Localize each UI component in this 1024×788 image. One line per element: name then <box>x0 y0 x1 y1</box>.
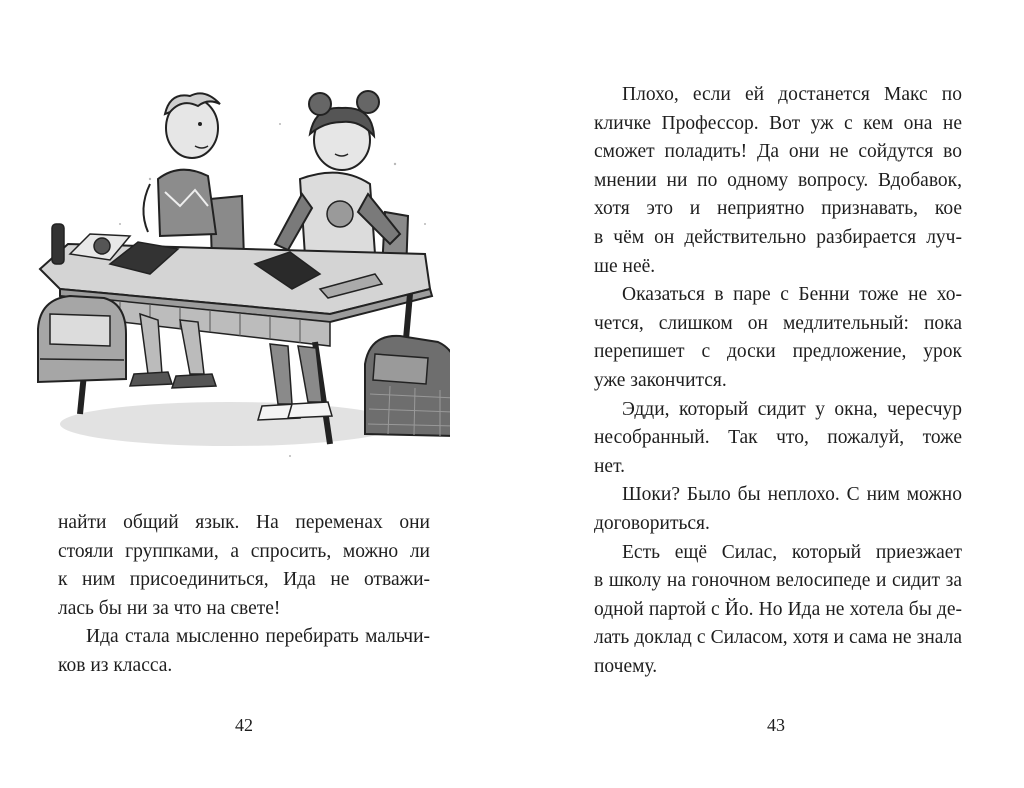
paragraph <box>594 81 962 281</box>
text-line: хотя это и неприятно признавать, кое <box>594 198 962 220</box>
text-line: ше неё. <box>594 255 656 277</box>
text-line: договориться. <box>594 512 710 534</box>
text-line: Эдди, который сидит у окна, чересчур <box>622 398 962 420</box>
text-line: перепишет с доски предложение, урок <box>594 341 962 363</box>
text-line: в школу на гоночном велосипеде и сидит за <box>594 570 962 592</box>
text-line: ков из класса. <box>58 654 173 676</box>
text-line: уже закончится. <box>594 369 727 391</box>
page-number: 43 <box>767 715 785 735</box>
desk-illustration <box>30 84 450 469</box>
text-line: в чём он действительно разбирается луч- <box>594 226 962 248</box>
text-line: одной партой с Йо. Но Ида не хотела бы де- <box>594 598 962 620</box>
paragraph <box>58 623 430 680</box>
text-line: нет. <box>594 455 626 477</box>
text-line: Плохо, если ей достанется Макс по <box>622 84 962 105</box>
text-line: Есть ещё Силас, который приезжает <box>622 541 962 563</box>
text-line: мнении ни по одному вопросу. Вдобавок, <box>594 169 962 191</box>
text-line: почему. <box>594 655 658 677</box>
text-line: Шоки? Было бы неплохо. С ним можно <box>622 484 962 506</box>
right-page <box>512 0 1024 788</box>
text-line: несобранный. Так что, пожалуй, тоже <box>594 427 962 449</box>
text-line: лать доклад с Силасом, хотя и сама не знала <box>594 627 962 649</box>
paragraph <box>594 396 962 482</box>
page-number: 42 <box>235 715 253 735</box>
paragraph <box>594 539 962 682</box>
text-line: стояли группками, а спросить, можно ли <box>58 540 430 562</box>
text-line: лась бы ни за что на свете! <box>58 597 281 619</box>
right-page-text <box>594 81 962 681</box>
children-at-desk-drawing <box>30 84 450 469</box>
text-line: Ида стала мысленно перебирать мальчи- <box>86 626 430 648</box>
paragraph <box>594 481 962 538</box>
text-line: к ним присоединиться, Ида не отважи- <box>58 569 430 591</box>
text-line: чется, слишком он медлительный: пока <box>594 312 962 334</box>
text-line: найти общий язык. На переменах они <box>58 512 430 533</box>
left-page-text <box>58 509 430 681</box>
text-line: сможет поладить! Да они не сойдутся во <box>594 141 962 163</box>
paragraph <box>58 509 430 623</box>
text-line: кличке Профессор. Вот уж с кем она не <box>594 112 962 134</box>
text-line: Оказаться в паре с Бенни тоже не хо- <box>622 284 962 306</box>
paragraph <box>594 281 962 395</box>
